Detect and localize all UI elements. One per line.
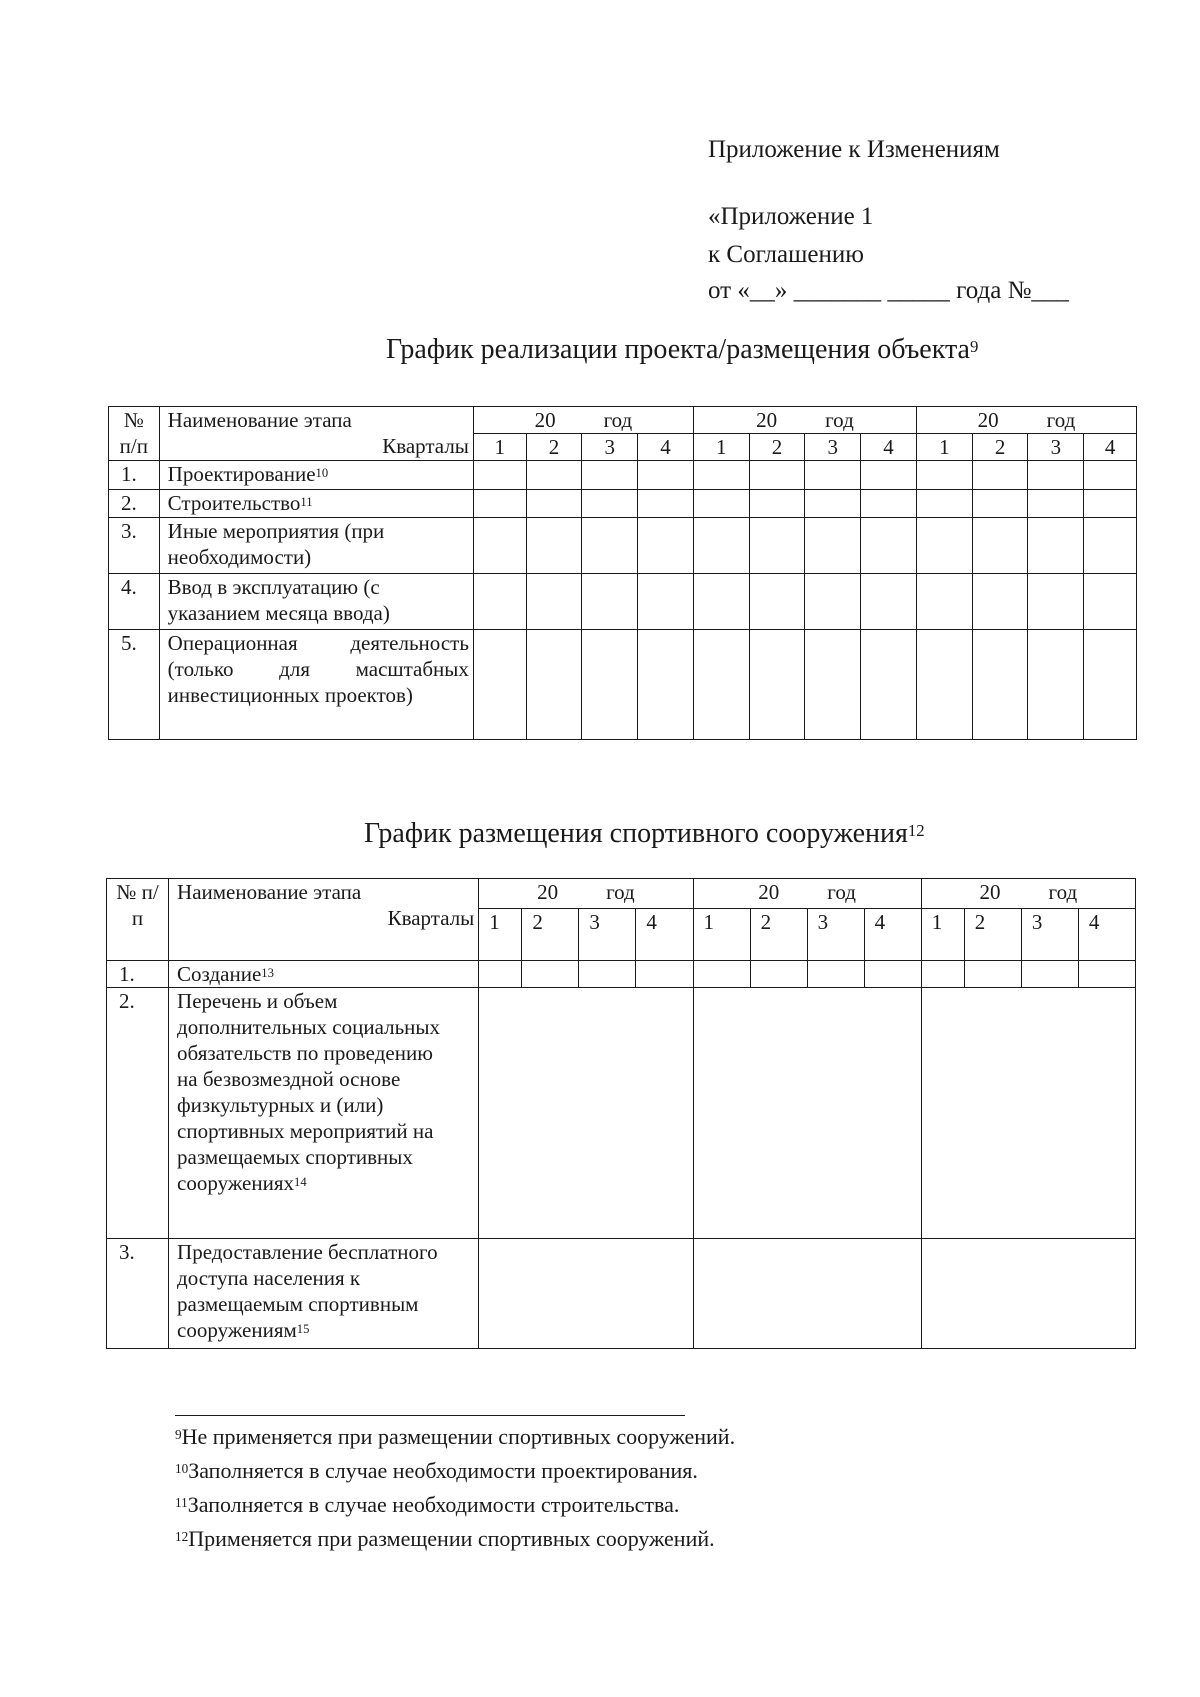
footnote-mark: 15 xyxy=(296,1321,310,1336)
footnote xyxy=(175,1420,735,1454)
appendix-header-line-3: к Соглашению xyxy=(708,241,864,268)
footnote-mark: 13 xyxy=(261,965,274,980)
footnote xyxy=(175,1454,735,1488)
quarter-cell: 1 xyxy=(916,434,972,461)
quarter-cell: 2 xyxy=(972,434,1028,461)
footnote-separator xyxy=(175,1415,685,1416)
quarter-cell: 1 xyxy=(693,434,749,461)
year-prefix: 20 xyxy=(756,408,778,432)
quarter-cell: 3 xyxy=(805,434,861,461)
row-number: 2. xyxy=(109,490,160,518)
year-suffix: год xyxy=(825,408,854,432)
quarter-cell: 4 xyxy=(1078,909,1135,961)
footnote-mark: 9 xyxy=(175,1427,182,1443)
schedule1-year-1 xyxy=(473,407,693,434)
quarter-cell: 4 xyxy=(864,909,921,961)
footnote-mark: 10 xyxy=(315,465,329,480)
stage-name: Иные мероприятия (при необходимости) xyxy=(159,518,473,574)
quarter-cell: 4 xyxy=(1084,434,1137,461)
row-number: 4. xyxy=(109,574,160,630)
schedule1-header-number: № п/п xyxy=(109,407,160,461)
schedule1-year-2 xyxy=(693,407,916,434)
quarter-cell: 3 xyxy=(1021,909,1078,961)
schedule2-header-stage xyxy=(169,879,479,961)
quarter-cell: 1 xyxy=(693,909,750,961)
schedule2-title xyxy=(364,818,925,850)
stage-name xyxy=(169,961,479,988)
quarter-cell: 4 xyxy=(638,434,694,461)
schedule2-table xyxy=(106,878,1136,1349)
footnote-text: Заполняется в случае необходимости проектирования. xyxy=(188,1458,698,1483)
quarter-cell: 1 xyxy=(921,909,964,961)
table-row xyxy=(109,518,1137,574)
table-row xyxy=(109,490,1137,518)
appendix-header-line-1: Приложение к Изменениям xyxy=(708,136,1000,163)
stage-name xyxy=(169,1239,479,1349)
stage-name xyxy=(169,988,479,1239)
stage-name-text: Проектирование xyxy=(167,462,316,486)
quarter-cell: 2 xyxy=(749,434,805,461)
quarter-cell: 4 xyxy=(636,909,693,961)
table-row xyxy=(109,461,1137,490)
quarter-cell: 4 xyxy=(861,434,917,461)
schedule1-title-text: График реализации проекта/размещения объекта xyxy=(386,334,970,365)
schedule2-header-stage-label: Наименование этапа xyxy=(177,880,362,904)
row-number: 5. xyxy=(109,630,160,740)
row-number: 2. xyxy=(107,988,169,1239)
row-number: 3. xyxy=(109,518,160,574)
table-row xyxy=(107,1239,1136,1349)
schedule2-year-3 xyxy=(921,879,1135,909)
footnote-mark: 11 xyxy=(175,1495,188,1511)
footnotes xyxy=(175,1420,735,1556)
year-suffix: год xyxy=(606,880,635,904)
schedule2-year-2 xyxy=(693,879,921,909)
stage-name xyxy=(159,461,473,490)
quarter-cell: 3 xyxy=(807,909,864,961)
stage-name-text: Создание xyxy=(177,962,262,986)
schedule2-header-quarters-label: Кварталы xyxy=(387,906,475,930)
quarter-cell: 2 xyxy=(750,909,807,961)
year-prefix: 20 xyxy=(979,880,1001,904)
footnote-text: Применяется при размещении спортивных сооружений. xyxy=(188,1526,715,1551)
stage-name xyxy=(159,490,473,518)
footnote-mark: 11 xyxy=(300,494,313,509)
row-number: 3. xyxy=(107,1239,169,1349)
schedule2-title-text: График размещения спортивного сооружения xyxy=(364,818,908,849)
table-row xyxy=(109,574,1137,630)
quarter-cell: 2 xyxy=(522,909,579,961)
year-suffix: год xyxy=(827,880,856,904)
footnote-text: Заполняется в случае необходимости строительства. xyxy=(187,1492,680,1517)
schedule1-table xyxy=(108,406,1137,740)
footnote xyxy=(175,1522,735,1556)
schedule1-header-quarters-label: Кварталы xyxy=(382,434,469,458)
table-row xyxy=(107,988,1136,1239)
quarter-cell: 3 xyxy=(1028,434,1084,461)
year-prefix: 20 xyxy=(537,880,559,904)
quarter-cell: 3 xyxy=(579,909,636,961)
schedule1-header-stage-label: Наименование этапа xyxy=(167,408,352,432)
quarter-cell: 3 xyxy=(582,434,638,461)
table-row xyxy=(107,961,1136,988)
row-number: 1. xyxy=(109,461,160,490)
footnote-text: Не применяется при размещении спортивных сооружений. xyxy=(181,1424,736,1449)
schedule2-header-number: № п/п xyxy=(107,879,169,961)
row-number: 1. xyxy=(107,961,169,988)
stage-name-text: Строительство xyxy=(167,491,301,515)
year-suffix: год xyxy=(603,408,633,432)
appendix-header-line-2: «Приложение 1 xyxy=(708,203,874,230)
stage-name-text: Перечень и объем дополнительных социальных обязательств по проведению на безвозмездной основе физкультурных и (или) спортивных мероприятий на размещаемых спортивных сооружениях xyxy=(177,989,441,1195)
footnote-mark: 10 xyxy=(175,1461,189,1477)
stage-name: Операционная деятельность (только для масштабных инвестиционных проектов) xyxy=(159,630,473,740)
schedule1-year-3 xyxy=(916,407,1136,434)
quarter-cell: 1 xyxy=(473,434,526,461)
year-prefix: 20 xyxy=(977,408,999,432)
year-suffix: год xyxy=(1048,880,1078,904)
quarter-cell: 1 xyxy=(479,909,522,961)
stage-name-text: Предоставление бесплатного доступа населения к размещаемым спортивным сооружениям xyxy=(177,1240,438,1342)
footnote xyxy=(175,1488,735,1522)
schedule1-title xyxy=(386,334,978,366)
schedule2-title-footnote-mark: 12 xyxy=(907,821,925,841)
year-suffix: год xyxy=(1046,408,1076,432)
appendix-header-line-4: от «__» _______ _____ года №___ xyxy=(708,277,1069,304)
table-row xyxy=(109,630,1137,740)
schedule2-year-1 xyxy=(479,879,693,909)
footnote-mark: 12 xyxy=(175,1529,189,1545)
schedule1-title-footnote-mark: 9 xyxy=(969,337,979,357)
quarter-cell: 2 xyxy=(964,909,1021,961)
quarter-cell: 2 xyxy=(526,434,582,461)
year-prefix: 20 xyxy=(758,880,780,904)
year-prefix: 20 xyxy=(534,408,556,432)
footnote-mark: 14 xyxy=(294,1174,307,1189)
stage-name: Ввод в эксплуатацию (с указанием месяца ввода) xyxy=(159,574,473,630)
schedule1-header-stage xyxy=(159,407,473,461)
